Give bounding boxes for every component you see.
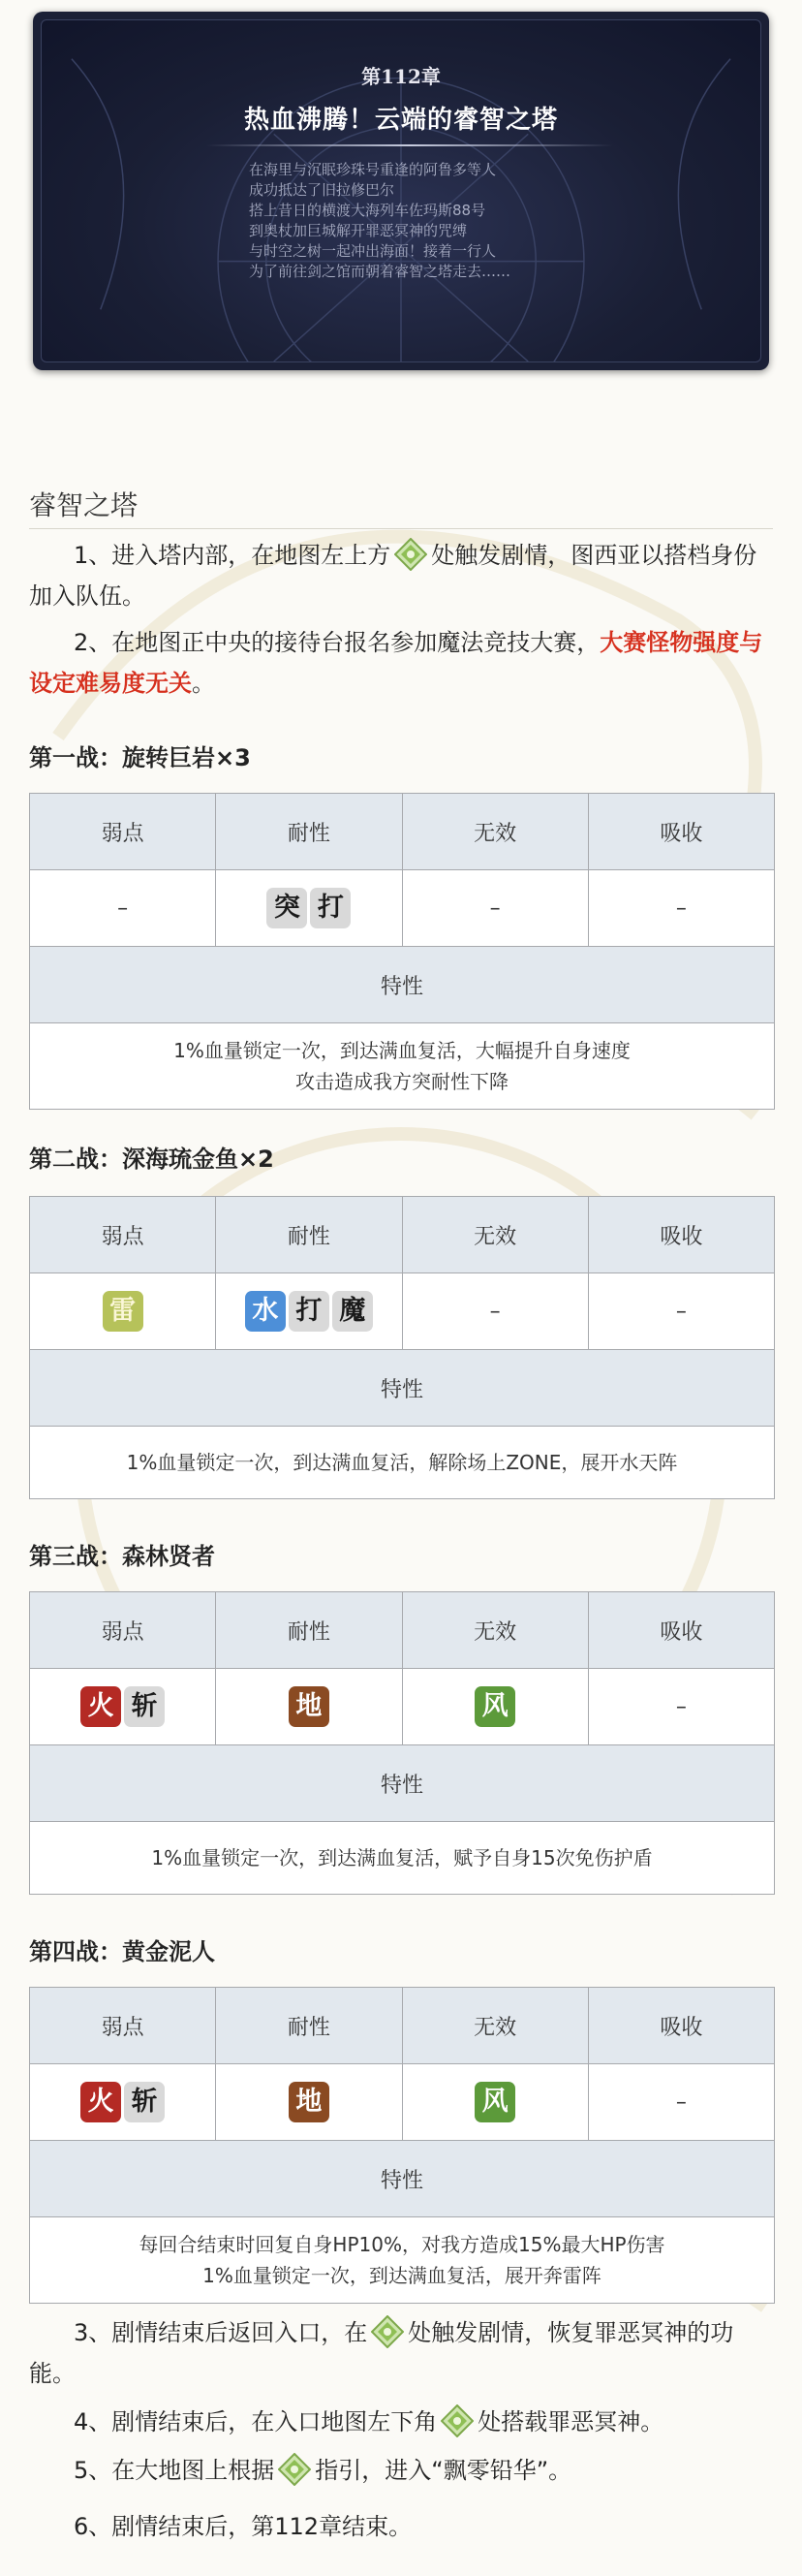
traits-cell xyxy=(30,2217,775,2304)
step-5-text-a: 5、在大地图上根据 xyxy=(74,2457,275,2484)
step-2 xyxy=(29,622,775,704)
step-3-text-a: 3、剧情结束后返回入口，在 xyxy=(74,2319,368,2346)
slash-tag: 斩 xyxy=(124,1686,165,1727)
earth-tag: 地 xyxy=(289,2082,329,2122)
immune-cell: – xyxy=(402,1273,588,1350)
resistance-cell xyxy=(216,2064,402,2141)
synopsis-line: 为了前往剑之馆而朝着睿智之塔走去…… xyxy=(249,263,511,280)
header-immune: 无效 xyxy=(402,1592,588,1669)
header-immune: 无效 xyxy=(402,794,588,870)
wind-tag: 风 xyxy=(475,2082,515,2122)
battle-3-table xyxy=(29,1591,775,1895)
header-traits: 特性 xyxy=(30,1350,775,1427)
step-5 xyxy=(29,2450,775,2491)
thunder-tag: 雷 xyxy=(103,1291,143,1332)
header-immune: 无效 xyxy=(402,1197,588,1273)
immune-cell xyxy=(402,2064,588,2141)
battle-1-title: 第一战：旋转巨岩×3 xyxy=(29,744,251,771)
synopsis-line: 在海里与沉眠珍珠号重逢的阿鲁多等人 xyxy=(249,161,497,178)
magic-tag: 魔 xyxy=(332,1291,373,1332)
step-2-warning: 大赛怪物强度与设定难易度无关 xyxy=(29,629,763,697)
battle-1-table xyxy=(29,793,775,1110)
header-weakness: 弱点 xyxy=(30,1592,216,1669)
map-marker-icon xyxy=(371,2315,404,2348)
header-traits: 特性 xyxy=(30,947,775,1023)
trait-line: 1%血量锁定一次，到达满血复活，解除场上ZONE，展开水天阵 xyxy=(126,1451,678,1474)
synopsis-line: 成功抵达了旧拉修巴尔 xyxy=(249,181,395,199)
header-weakness: 弱点 xyxy=(30,1197,216,1273)
synopsis-line: 搭上昔日的横渡大海列车佐玛斯88号 xyxy=(249,202,486,219)
water-tag: 水 xyxy=(245,1291,286,1332)
header-resistance: 耐性 xyxy=(216,1197,402,1273)
map-marker-icon xyxy=(394,538,427,571)
pierce-tag: 突 xyxy=(266,888,307,928)
chapter-title: 热血沸腾！云端的睿智之塔 xyxy=(243,106,558,135)
map-marker-icon xyxy=(278,2453,311,2486)
absorb-cell: – xyxy=(588,1273,774,1350)
traits-cell xyxy=(30,1427,775,1499)
step-5-text-b: 指引，进入“飘零铅华”。 xyxy=(315,2457,572,2484)
absorb-cell: – xyxy=(588,870,774,947)
fire-tag: 火 xyxy=(80,2082,121,2122)
trait-line: 1%血量锁定一次，到达满血复活，大幅提升自身速度 xyxy=(173,1039,631,1062)
battle-4-title: 第四战：黄金泥人 xyxy=(29,1938,215,1965)
weakness-cell xyxy=(30,1669,216,1745)
step-1-text-b: 处触发剧情，图西亚以搭档身份加入队伍。 xyxy=(29,542,757,610)
slash-tag: 斩 xyxy=(124,2082,165,2122)
trait-line: 攻击造成我方突耐性下降 xyxy=(295,1070,509,1093)
step-3-text-b: 处触发剧情，恢复罪恶冥神的功能。 xyxy=(29,2319,734,2387)
weakness-cell: – xyxy=(30,870,216,947)
chapter-number: 第112章 xyxy=(361,65,441,88)
immune-cell xyxy=(402,1669,588,1745)
header-traits: 特性 xyxy=(30,1745,775,1822)
title-divider xyxy=(206,144,613,146)
resistance-cell xyxy=(216,1669,402,1745)
trait-line: 每回合结束时回复自身HP10%，对我方造成15%最大HP伤害 xyxy=(139,2233,665,2256)
step-1 xyxy=(29,535,775,616)
wind-tag: 风 xyxy=(475,1686,515,1727)
header-immune: 无效 xyxy=(402,1988,588,2064)
immune-cell: – xyxy=(402,870,588,947)
step-2-text-b: 。 xyxy=(192,670,215,697)
header-weakness: 弱点 xyxy=(30,794,216,870)
weakness-cell xyxy=(30,1273,216,1350)
step-4-text-a: 4、剧情结束后，在入口地图左下角 xyxy=(74,2408,438,2435)
header-resistance: 耐性 xyxy=(216,794,402,870)
map-marker-icon xyxy=(441,2404,474,2437)
section-divider xyxy=(29,528,773,529)
chapter-banner xyxy=(33,12,769,370)
header-resistance: 耐性 xyxy=(216,1592,402,1669)
battle-3-title: 第三战：森林贤者 xyxy=(29,1543,215,1570)
header-absorb: 吸收 xyxy=(588,1988,774,2064)
weakness-cell xyxy=(30,2064,216,2141)
header-traits: 特性 xyxy=(30,2141,775,2217)
step-1-text-a: 1、进入塔内部，在地图左上方 xyxy=(74,542,391,569)
traits-cell xyxy=(30,1822,775,1895)
battle-2-title: 第二战：深海琉金鱼×2 xyxy=(29,1146,274,1173)
synopsis-line: 与时空之树一起冲出海面！接着一行人 xyxy=(249,242,497,260)
step-4 xyxy=(29,2402,775,2442)
header-absorb: 吸收 xyxy=(588,1197,774,1273)
earth-tag: 地 xyxy=(289,1686,329,1727)
header-resistance: 耐性 xyxy=(216,1988,402,2064)
absorb-cell: – xyxy=(588,2064,774,2141)
header-weakness: 弱点 xyxy=(30,1988,216,2064)
battle-4-table xyxy=(29,1987,775,2304)
trait-line: 1%血量锁定一次，到达满血复活，赋予自身15次免伤护盾 xyxy=(151,1846,653,1869)
resistance-cell xyxy=(216,870,402,947)
traits-cell xyxy=(30,1023,775,1110)
header-absorb: 吸收 xyxy=(588,794,774,870)
step-6 xyxy=(29,2506,775,2547)
header-absorb: 吸收 xyxy=(588,1592,774,1669)
battle-2-table xyxy=(29,1196,775,1499)
section-title: 睿智之塔 xyxy=(29,489,139,521)
resistance-cell xyxy=(216,1273,402,1350)
step-4-text-b: 处搭载罪恶冥神。 xyxy=(478,2408,664,2435)
absorb-cell: – xyxy=(588,1669,774,1745)
trait-line: 1%血量锁定一次，到达满血复活，展开奔雷阵 xyxy=(202,2264,602,2287)
strike-tag: 打 xyxy=(289,1291,329,1332)
banner-frame xyxy=(41,19,761,362)
strike-tag: 打 xyxy=(310,888,351,928)
step-2-text-a: 2、在地图正中央的接待台报名参加魔法竞技大赛， xyxy=(74,629,601,656)
fire-tag: 火 xyxy=(80,1686,121,1727)
step-3 xyxy=(29,2312,775,2394)
step-6-text: 6、剧情结束后，第112章结束。 xyxy=(74,2513,413,2540)
chapter-synopsis xyxy=(249,160,656,282)
synopsis-line: 到奥杖加巨城解开罪恶冥神的咒缚 xyxy=(249,222,468,239)
